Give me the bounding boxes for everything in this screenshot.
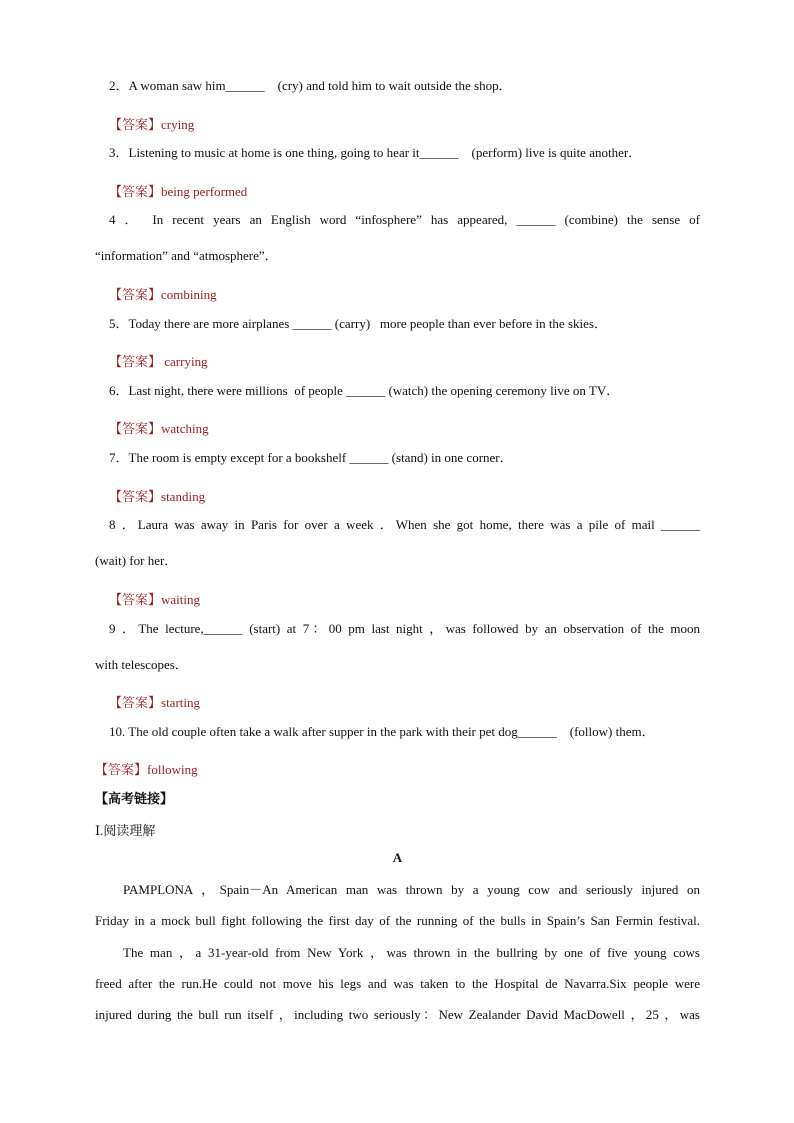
answer-text: following xyxy=(147,762,198,777)
exercise-6-line-1: 6．Last night, there were millions of people ______ (watch) the opening ceremony live on TV． xyxy=(109,383,620,398)
exercise-10-line-1: 10. The old couple often take a walk after supper in the park with their pet dog______ (follow) them． xyxy=(109,724,655,739)
answer-text: watching xyxy=(161,421,209,436)
answer-tag: 【答案】 xyxy=(109,695,162,710)
answer-2 xyxy=(109,117,194,133)
exercise-9-line-1: 9 ．The lecture,______ (start) at 7：00 pm last night ，was followed by an observation of the moon xyxy=(109,621,700,636)
passage-line-5: injured during the bull run itself ，including two seriously：New Zealander David MacDowell ，25 ，was xyxy=(95,1007,700,1022)
answer-text: being performed xyxy=(161,184,248,199)
exercise-8-line-2: (wait) for her． xyxy=(95,553,178,568)
passage-line-4: freed after the run.He could not move his legs and was taken to the Hospital de Navarra.Six people were xyxy=(95,976,700,991)
answer-tag: 【答案】 xyxy=(95,762,148,777)
answer-7 xyxy=(109,489,205,505)
answer-text: standing xyxy=(161,489,206,504)
answer-text: combining xyxy=(161,287,217,302)
exercise-7-line-1: 7．The room is empty except for a bookshelf ______ (stand) in one corner． xyxy=(109,450,513,465)
answer-5 xyxy=(109,354,208,370)
answer-tag: 【答案】 xyxy=(109,184,162,199)
answer-9 xyxy=(109,695,200,711)
answer-4 xyxy=(109,287,217,303)
answer-8 xyxy=(109,592,200,608)
exercise-4-line-1: 4 ． In recent years an English word “infosphere” has appeared, ______ (combine) the sense of xyxy=(109,212,700,227)
answer-tag: 【答案】 xyxy=(109,287,162,302)
answer-text: carrying xyxy=(161,354,208,369)
answer-6 xyxy=(109,421,209,437)
exercise-4-line-2: “information” and “atmosphere”． xyxy=(95,248,278,263)
answer-text: starting xyxy=(161,695,201,710)
answer-tag: 【答案】 xyxy=(109,421,162,436)
answer-tag: 【答案】 xyxy=(109,592,162,607)
exercise-5-line-1: 5．Today there are more airplanes ______ (carry) more people than ever before in the skies． xyxy=(109,316,607,331)
answer-tag: 【答案】 xyxy=(109,354,162,369)
passage-title: A xyxy=(392,850,403,865)
passage-line-1: PAMPLONA ，Spain－An American man was thrown by a young cow and seriously injured on xyxy=(123,882,700,897)
answer-text: waiting xyxy=(161,592,201,607)
exercise-2-line-1: 2．A woman saw him______ (cry) and told him to wait outside the shop． xyxy=(109,78,512,93)
passage-line-2: Friday in a mock bull fight following the first day of the running of the bulls in Spain’s San Fermin festival. xyxy=(95,913,700,928)
answer-tag: 【答案】 xyxy=(109,489,162,504)
answer-3 xyxy=(109,184,247,200)
answer-text: crying xyxy=(161,117,195,132)
section-heading: 【高考链接】 xyxy=(95,791,174,806)
exercise-9-line-2: with telescopes． xyxy=(95,657,188,672)
exercise-3-line-1: 3．Listening to music at home is one thing, going to hear it______ (perform) live is quite another． xyxy=(109,145,642,160)
answer-tag: 【答案】 xyxy=(109,117,162,132)
exercise-8-line-1: 8 ．Laura was away in Paris for over a week ．When she got home, there was a pile of mail ______ xyxy=(109,517,700,532)
passage-line-3: The man ，a 31-year-old from New York ，was thrown in the bullring by one of five young cows xyxy=(123,945,700,960)
subsection-heading: Ⅰ.阅读理解 xyxy=(95,823,156,838)
answer-10 xyxy=(95,762,198,778)
